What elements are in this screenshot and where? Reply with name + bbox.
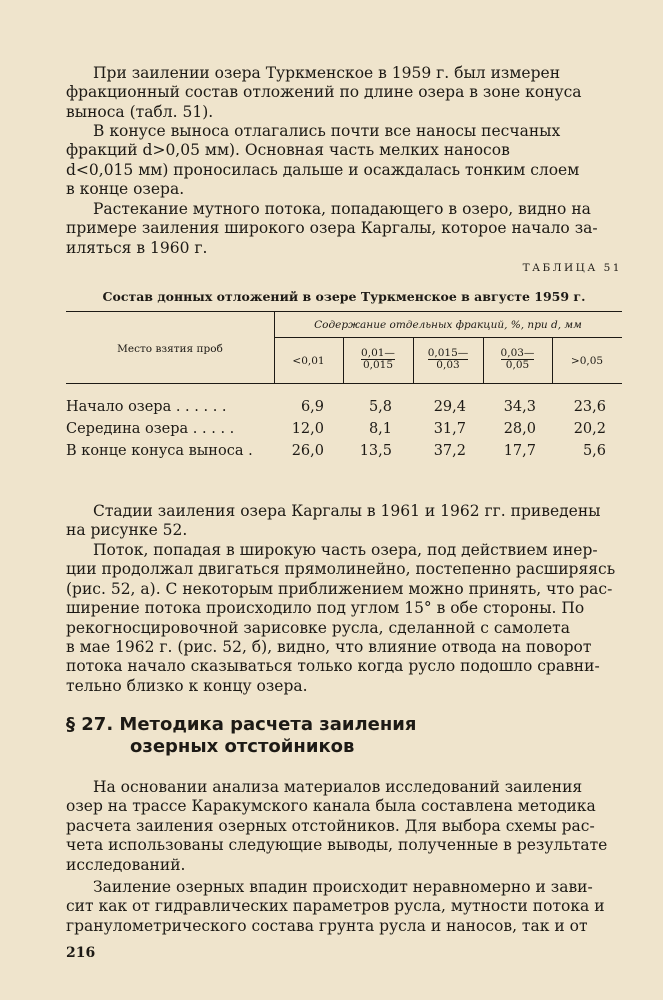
table-cell: 17,7 bbox=[503, 443, 536, 459]
table-header-rule bbox=[66, 383, 622, 384]
table-top-rule bbox=[66, 311, 622, 312]
table-cell: 31,7 bbox=[433, 421, 466, 437]
text-line: d<0,015 мм) проносилась дальше и осаждалась тонким слоем bbox=[66, 160, 580, 179]
text-line: на рисунке 52. bbox=[66, 521, 188, 540]
group-header: Содержание отдельных фракций, %, при d, мм bbox=[314, 319, 582, 331]
text-line: чета использованы следующие выводы, полученные в результате bbox=[66, 836, 608, 855]
column-header bbox=[483, 348, 552, 371]
text-line: В конусе выноса отлагались почти все наносы песчаных bbox=[93, 122, 561, 140]
closing-paragraph-2 bbox=[66, 878, 622, 936]
table-group-rule bbox=[274, 337, 622, 338]
column-header bbox=[413, 348, 483, 371]
text-line: выноса (табл. 51). bbox=[66, 102, 214, 121]
table-cell: 23,6 bbox=[573, 399, 606, 415]
table-cell: 34,3 bbox=[503, 399, 536, 415]
column-header bbox=[343, 348, 413, 371]
column-header-bottom: 0,03 bbox=[428, 359, 469, 371]
text-line: На основании анализа материалов исследований заиления bbox=[93, 778, 583, 796]
text-line: (рис. 52, а). С некоторым приближением можно принять, что рас- bbox=[66, 579, 613, 598]
table-cell: 26,0 bbox=[291, 443, 324, 459]
text-line: Поток, попадая в широкую часть озера, под действием инер- bbox=[93, 541, 598, 559]
section-heading-line: озерных отстойников bbox=[130, 736, 355, 757]
table-row-label: В конце конуса выноса . bbox=[66, 443, 253, 459]
table-cell: 6,9 bbox=[300, 399, 324, 415]
text-line: расчета заиления озерных отстойников. Для выбора схемы рас- bbox=[66, 816, 595, 835]
column-header-top: >0,05 bbox=[570, 355, 604, 367]
text-line: сит как от гидравлических параметров русла, мутности потока и bbox=[66, 897, 605, 916]
text-line: фракций d>0,05 мм). Основная часть мелких наносов bbox=[66, 141, 510, 160]
text-line: Заиление озерных впадин происходит неравномерно и зави- bbox=[93, 878, 593, 896]
table-cell: 28,0 bbox=[503, 421, 536, 437]
text-line: озер на трассе Каракумского канала была составлена методика bbox=[66, 797, 596, 816]
table-cell: 20,2 bbox=[573, 421, 606, 437]
table-row-label: Начало озера . . . . . . bbox=[66, 399, 227, 415]
text-line: иляться в 1960 г. bbox=[66, 238, 208, 257]
page-number: 216 bbox=[66, 945, 96, 961]
text-line: в мае 1962 г. (рис. 52, б), видно, что влияние отвода на поворот bbox=[66, 638, 592, 657]
text-line: исследований. bbox=[66, 855, 186, 874]
table-row-label: Середина озера . . . . . bbox=[66, 421, 235, 437]
text-line: в конце озера. bbox=[66, 180, 185, 199]
section-heading-line: § 27. Методика расчета заиления bbox=[66, 714, 417, 735]
column-header-top: 0,015— bbox=[427, 347, 469, 359]
text-line: рекогносцировочной зарисовке русла, сделанной с самолета bbox=[66, 618, 570, 637]
column-header-bottom: 0,05 bbox=[501, 359, 535, 371]
text-line: Растекание мутного потока, попадающего в озеро, видно на bbox=[93, 200, 591, 218]
table-cell: 5,8 bbox=[368, 399, 392, 415]
text-line: ширение потока происходило под углом 15° в обе стороны. По bbox=[66, 599, 585, 618]
table-cell: 5,6 bbox=[582, 443, 606, 459]
column-header-top: 0,03— bbox=[500, 347, 535, 359]
section-heading bbox=[66, 714, 416, 758]
table-cell: 29,4 bbox=[433, 399, 466, 415]
closing-paragraph-1 bbox=[66, 778, 622, 875]
intro-paragraph-3 bbox=[66, 200, 622, 258]
table-cell: 37,2 bbox=[433, 443, 466, 459]
body-paragraph-2 bbox=[66, 541, 622, 696]
text-line: примере заиления широкого озера Каргалы, которое начало за- bbox=[66, 219, 598, 238]
table-title: Состав донных отложений в озере Туркменское в августе 1959 г. bbox=[102, 289, 586, 304]
table-cell: 8,1 bbox=[368, 421, 392, 437]
intro-paragraph-2 bbox=[66, 122, 622, 200]
table-cell: 12,0 bbox=[291, 421, 324, 437]
text-line: ции продолжал двигаться прямолинейно, постепенно расширяясь bbox=[66, 560, 616, 579]
text-line: При заилении озера Туркменское в 1959 г. был измерен bbox=[93, 64, 561, 82]
column-header-top: <0,01 bbox=[292, 355, 325, 367]
column-header-bottom: 0,015 bbox=[362, 359, 394, 371]
stub-header: Место взятия проб bbox=[117, 343, 223, 355]
text-line: потока начало сказываться только когда русло подошло сравни- bbox=[66, 657, 600, 676]
text-line: Стадии заиления озера Каргалы в 1961 и 1962 гг. приведены bbox=[93, 502, 601, 520]
intro-paragraph-1 bbox=[66, 64, 622, 122]
text-line: тельно близко к концу озера. bbox=[66, 676, 308, 695]
text-line: фракционный состав отложений по длине озера в зоне конуса bbox=[66, 83, 582, 102]
table-label: ТАБЛИЦА 51 bbox=[522, 262, 622, 274]
table-cell: 13,5 bbox=[359, 443, 392, 459]
text-line: гранулометрического состава грунта русла и наносов, так и от bbox=[66, 916, 588, 935]
column-header-top: 0,01— bbox=[361, 347, 395, 359]
column-header bbox=[552, 355, 622, 367]
column-header bbox=[274, 355, 343, 367]
body-paragraph-1 bbox=[66, 502, 622, 541]
